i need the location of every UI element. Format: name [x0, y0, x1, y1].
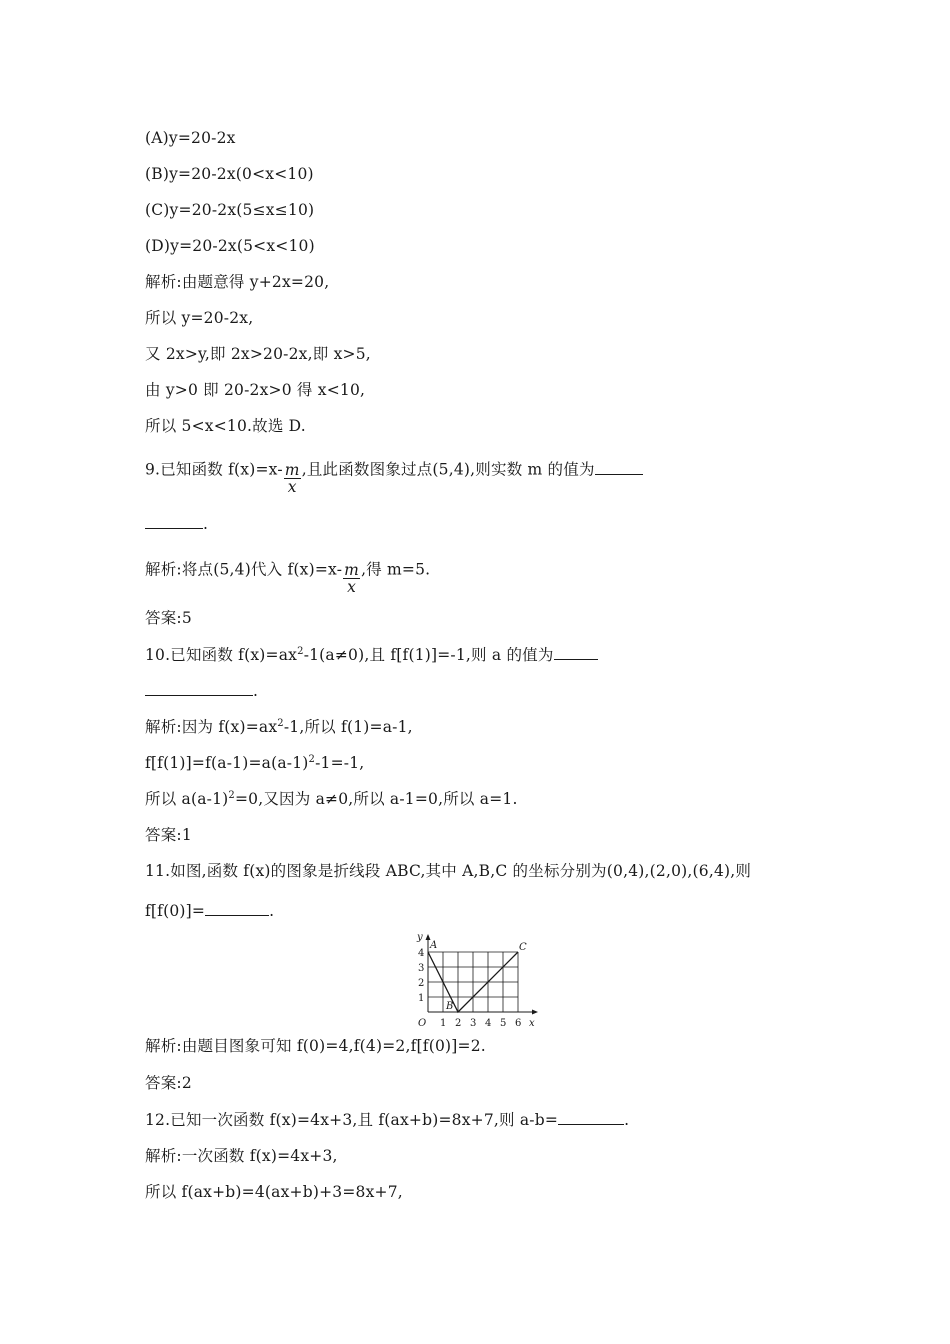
x-tick-1: 1: [440, 1018, 447, 1029]
point-label-b: B: [446, 1001, 454, 1012]
question-11: 11.如图,函数 f(x)的图象是折线段 ABC,其中 A,B,C 的坐标分别为(0,4),(2,0),(6,4),则: [145, 862, 752, 880]
question-9-continued: .: [145, 514, 208, 534]
question-9: 9.已知函数 f(x)=x- $\frac{m}{x}$ ,且此函数图象过点(5,4),则实数 m 的值为: [145, 454, 643, 487]
solution-10-line-3: 所以 $a(a-1)^2=0$,又因为 a≠0,所以 a-1=0,所以 a=1.: [145, 790, 518, 808]
solution-10-line-2: $f[f(1)]=f(a-1)=a(a-1)^2-1=-1$,: [145, 754, 365, 772]
solution-10-line-1: 解析:因为 $f(x)=ax^2-1$,所以 f(1)=a-1,: [145, 718, 413, 736]
answer-11: 答案:2: [145, 1074, 192, 1092]
answer-10: 答案:1: [145, 826, 192, 844]
solution-9: 解析:将点(5,4)代入 f(x)=x- $\frac{m}{x}$ ,得 m=5.: [145, 560, 431, 596]
answer-blank: [554, 645, 598, 660]
option-c: (C)y=20-2x(5≤x≤10): [145, 201, 315, 219]
x-axis-label: x: [529, 1018, 535, 1029]
x-tick-6: 6: [515, 1018, 522, 1029]
y-tick-1: 1: [418, 993, 425, 1004]
y-tick-2: 2: [418, 978, 425, 989]
x-tick-3: 3: [470, 1018, 477, 1029]
y-tick-4: 4: [418, 948, 425, 959]
solution-12-line-2: 所以 f(ax+b)=4(ax+b)+3=8x+7,: [145, 1183, 403, 1201]
solution-11: 解析:由题目图象可知 f(0)=4,f(4)=2,f[f(0)]=2.: [145, 1037, 486, 1055]
grid: [428, 952, 518, 1012]
y-axis-label: y: [417, 932, 423, 943]
x-tick-4: 4: [485, 1018, 492, 1029]
point-label-c: C: [519, 942, 527, 953]
answer-blank: [145, 514, 203, 529]
question-10: 10.已知函数 $f(x)=ax^2-1(a\ne 0)$,且 f[f(1)]=-1,则 a 的值为: [145, 645, 598, 665]
answer-blank: [558, 1110, 624, 1125]
fraction-m-over-x: $\frac{m}{x}$: [344, 561, 360, 596]
solution-12-line-1: 解析:一次函数 f(x)=4x+3,: [145, 1147, 338, 1165]
x-tick-2: 2: [455, 1018, 462, 1029]
question-10-continued: .: [145, 681, 258, 701]
solution-8-line-5: 所以 5<x<10.故选 D.: [145, 417, 306, 435]
y-tick-3: 3: [418, 963, 425, 974]
x-tick-5: 5: [500, 1018, 507, 1029]
answer-blank: [595, 460, 643, 475]
question-11-continued: f[f(0)]= .: [145, 902, 275, 920]
x-axis-arrow: [532, 1010, 538, 1015]
solution-8-line-1: 解析:由题意得 y+2x=20,: [145, 273, 330, 291]
solution-8-line-4: 由 y>0 即 20-2x>0 得 x<10,: [145, 381, 366, 399]
question-12: 12.已知一次函数 f(x)=4x+3,且 f(ax+b)=8x+7,则 a-b= .: [145, 1111, 630, 1129]
option-b: (B)y=20-2x(0<x<10): [145, 165, 314, 183]
answer-blank: [145, 681, 253, 696]
fraction-m-over-x: $\frac{m}{x}$: [284, 461, 300, 496]
solution-8-line-2: 所以 y=20-2x,: [145, 309, 254, 327]
answer-blank: [205, 901, 269, 916]
option-a: (A)y=20-2x: [145, 129, 236, 147]
function-graph: [412, 930, 542, 1030]
point-label-a: A: [430, 940, 438, 951]
origin-label: O: [418, 1018, 427, 1029]
solution-8-line-3: 又 2x>y,即 2x>20-2x,即 x>5,: [145, 345, 371, 363]
option-d: (D)y=20-2x(5<x<10): [145, 237, 315, 255]
answer-9: 答案:5: [145, 609, 192, 627]
